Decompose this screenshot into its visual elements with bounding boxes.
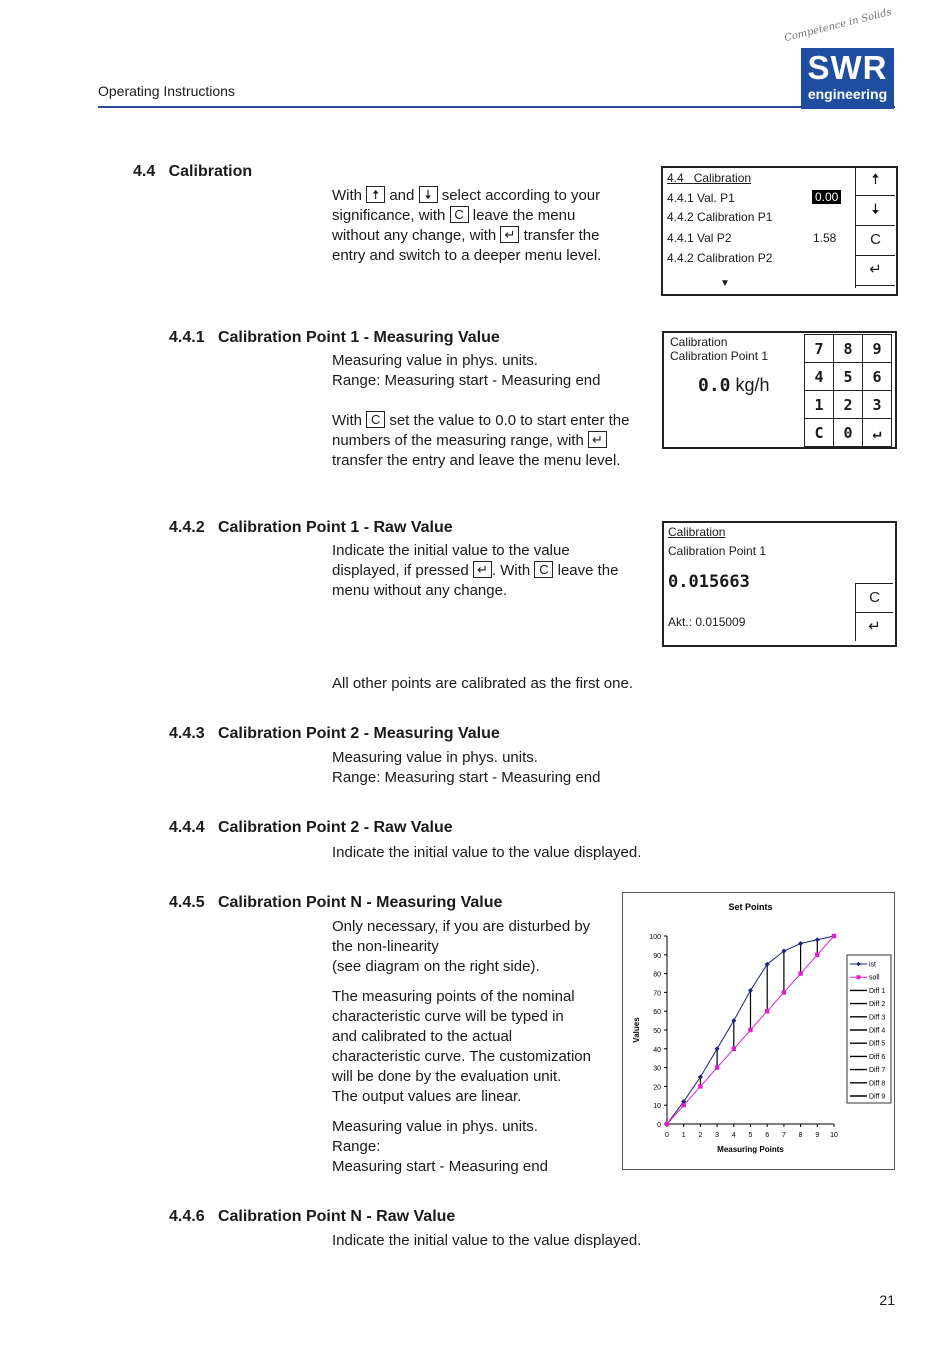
up-key-button[interactable]: 🠅 [856,166,895,196]
text-line: entry and switch to a deeper menu level. [332,247,602,264]
section-4-4-6-text: Indicate the initial value to the value displayed. [332,1232,642,1249]
y-tick-label: 100 [649,934,661,941]
y-axis-label: Values [632,1017,641,1043]
legend-label: Diff 6 [869,1053,886,1061]
keypad-key-9[interactable]: 9 [862,334,892,363]
text-span: leave the menu [472,207,576,224]
y-tick-label: 60 [653,1009,661,1017]
keypad-key-enter[interactable]: ↵ [862,418,892,447]
text-line: Only necessary, if you are disturbed by [332,918,591,935]
legend-label: Diff 5 [869,1040,886,1048]
logo-box [801,48,894,109]
text-line: Measuring value in phys. units. [332,749,538,766]
data-point-ist [748,988,753,993]
section-number: 4.4.6 [169,1208,205,1225]
text-span: set the value to 0.0 to start enter the [389,412,630,429]
text-line: transfer the entry and leave the menu level. [332,452,621,469]
y-tick-label: 0 [657,1122,661,1129]
set-points-chart-svg [623,893,894,1169]
text-span: With [332,412,362,429]
keypad-key-1[interactable]: 1 [804,390,834,419]
text-line: Measuring start - Measuring end [332,1158,548,1175]
section-4-4-text [332,186,601,266]
x-tick-label: 8 [798,1132,803,1139]
keypad-key-c[interactable]: C [804,418,834,447]
arrow-up-key-icon: 🠅 [366,186,385,203]
section-heading-4-4 [133,163,252,181]
legend-label: Diff 1 [869,987,886,995]
section-title: Calibration Point 1 - Measuring Value [217,329,500,346]
section-heading-4-4-5 [169,894,502,912]
display-title-text: Calibration [693,171,752,185]
data-point-soll [832,934,836,938]
text-span: numbers of the measuring range, with [332,432,584,449]
display-line-2: Calibration Point 1 [668,544,767,558]
display-title [667,171,751,185]
data-point-soll [815,953,819,957]
data-point-soll [798,971,802,975]
display-line-1: Calibration [670,335,728,349]
section-4-4-4-text: Indicate the initial value to the value displayed. [332,844,642,861]
x-tick-label: 1 [681,1132,686,1139]
chart-title: Set Points [728,902,773,912]
section-number: 4.4 [133,163,156,180]
logo-brand: SWR [807,49,888,86]
section-heading-4-4-3 [169,725,500,743]
menu-row-value-selected: 0.00 [812,190,841,204]
y-tick-label: 80 [653,971,661,979]
text-line: The measuring points of the nominal [332,988,575,1005]
legend-label: ist [869,961,876,969]
keypad-key-7[interactable]: 7 [804,334,834,363]
data-point-ist [715,1046,720,1051]
text-line: characteristic curve will be typed in [332,1008,564,1025]
enter-key-icon: ↵ [500,226,519,243]
legend-label: Diff 8 [869,1080,886,1088]
text-span: select according to your [441,187,601,204]
legend-label: Diff 3 [869,1014,886,1022]
text-span: With [332,187,362,204]
c-key-icon: C [450,206,469,223]
text-line: will be done by the evaluation unit. [332,1068,562,1085]
enter-key-icon: ↵ [588,431,607,448]
legend-label: Diff 2 [869,1001,886,1009]
raw-value-display [662,521,897,647]
enter-key-icon: ↵ [473,561,492,578]
text-span: significance, with [332,207,446,224]
text-line: the non-linearity [332,938,439,955]
data-point-soll [765,1009,769,1013]
legend-label: Diff 9 [869,1093,886,1101]
keypad-key-4[interactable]: 4 [804,362,834,391]
section-heading-4-4-1 [169,329,500,347]
page-number: 21 [879,1292,895,1308]
keypad-key-3[interactable]: 3 [862,390,892,419]
y-tick-label: 50 [653,1028,661,1035]
keypad-key-5[interactable]: 5 [833,362,863,391]
data-point-soll [665,1122,669,1126]
section-title: Calibration Point 2 - Measuring Value [217,725,500,742]
x-tick-label: 10 [830,1132,838,1139]
menu-row-label: 4.4.1 Val. P1 [667,191,735,205]
text-line: Range: Measuring start - Measuring end [332,372,601,389]
y-tick-label: 30 [653,1065,661,1073]
x-tick-label: 0 [665,1132,669,1139]
set-points-chart [622,892,895,1170]
keypad-key-8[interactable]: 8 [833,334,863,363]
section-title: Calibration Point N - Measuring Value [217,894,503,911]
calibration-note: All other points are calibrated as the first one. [332,675,633,692]
measuring-value-readout [698,375,770,396]
arrow-down-key-icon: 🠇 [419,186,438,203]
data-point-soll [748,1028,752,1032]
section-title: Calibration Point 2 - Raw Value [217,819,453,836]
section-heading-4-4-4 [169,819,453,837]
y-tick-label: 40 [653,1046,661,1054]
legend-label: Diff 4 [869,1027,886,1035]
section-title: Calibration [168,163,253,180]
section-number: 4.4.5 [169,894,205,911]
section-number: 4.4.2 [169,519,205,536]
text-line: Range: [332,1138,381,1155]
y-tick-label: 70 [653,990,661,998]
data-point-soll [782,990,786,994]
text-line: Indicate the initial value to the value [332,542,570,559]
header-rule [98,106,895,108]
data-point-soll [732,1047,736,1051]
text-line: Measuring value in phys. units. [332,1118,538,1135]
down-key-button[interactable]: 🠇 [856,196,895,226]
panel-keypad [855,166,895,288]
x-tick-label: 9 [815,1132,820,1139]
section-number: 4.4.1 [169,329,205,346]
swr-logo [775,8,897,103]
text-span: displayed, if pressed [332,562,469,579]
section-4-4-5-text [332,917,591,1177]
x-tick-label: 3 [715,1132,720,1139]
display-title-number: 4.4 [667,171,684,185]
text-line: (see diagram on the right side). [332,958,540,975]
c-key-button[interactable]: C [855,583,893,612]
x-tick-label: 5 [748,1132,753,1139]
calibration-menu-display [661,166,898,296]
display-line-1: Calibration [668,525,726,539]
text-span: . With [491,562,531,579]
menu-row-label: 4.4.2 Calibration P1 [667,210,773,224]
text-span: leave the [557,562,619,579]
x-tick-label: 6 [765,1132,770,1139]
c-key-button[interactable]: C [856,226,895,256]
section-4-4-3-text [332,748,600,788]
menu-row-value: 1.58 [813,231,837,245]
legend-label: soll [869,974,880,982]
measuring-value: 0.0 [698,375,731,396]
display-line-2: Calibration Point 1 [670,349,769,363]
text-line: and calibrated to the actual [332,1028,513,1045]
logo-tagline: Competence in Solids [783,6,893,45]
keypad-key-6[interactable]: 6 [862,362,892,391]
x-axis-label: Measuring Points [717,1145,784,1154]
measuring-unit: kg/h [735,375,770,395]
y-tick-label: 20 [653,1084,661,1092]
section-4-4-1-text [332,351,630,471]
raw-value-readout: 0.015663 [668,572,750,592]
text-span: and [389,187,415,204]
section-heading-4-4-2 [169,519,453,537]
text-span: without any change, with [332,227,497,244]
x-tick-label: 7 [781,1132,786,1139]
logo-sub: engineering [807,86,888,102]
section-heading-4-4-6 [169,1208,455,1226]
text-line: characteristic curve. The customization [332,1048,591,1065]
menu-row-label: 4.4.1 Val P2 [667,231,732,245]
section-number: 4.4.4 [169,819,205,836]
text-line: menu without any change. [332,582,508,599]
legend-marker-soll [857,975,861,979]
measuring-value-display [662,331,897,449]
y-tick-label: 90 [653,952,661,960]
enter-key-button[interactable]: ↵ [855,612,893,641]
section-title: Calibration Point 1 - Raw Value [217,519,453,536]
actual-value-readout: Akt.: 0.015009 [668,615,746,629]
document-header-title: Operating Instructions [98,83,235,99]
c-key-icon: C [366,411,385,428]
legend-label: Diff 7 [869,1067,886,1075]
menu-row-label: 4.4.2 Calibration P2 [667,251,773,265]
data-point-soll [715,1065,719,1069]
data-point-ist [731,1018,736,1023]
numeric-keypad [804,334,891,445]
text-line: The output values are linear. [332,1088,522,1105]
data-point-soll [682,1103,686,1107]
x-tick-label: 2 [698,1132,703,1139]
keypad-key-2[interactable]: 2 [833,390,863,419]
data-point-ist [798,941,803,946]
data-point-ist [815,937,820,942]
text-span: transfer the [523,227,600,244]
keypad-key-0[interactable]: 0 [833,418,863,447]
section-number: 4.4.3 [169,725,205,742]
scroll-down-indicator-icon: ▼ [720,278,730,289]
text-line: Range: Measuring start - Measuring end [332,769,601,786]
section-title: Calibration Point N - Raw Value [217,1208,456,1225]
x-tick-label: 4 [731,1132,736,1139]
section-4-4-2-text [332,541,619,601]
enter-key-button[interactable]: ↵ [856,256,895,286]
text-line: Measuring value in phys. units. [332,352,538,369]
y-tick-label: 10 [653,1103,661,1111]
c-key-icon: C [534,561,553,578]
data-point-soll [698,1084,702,1088]
